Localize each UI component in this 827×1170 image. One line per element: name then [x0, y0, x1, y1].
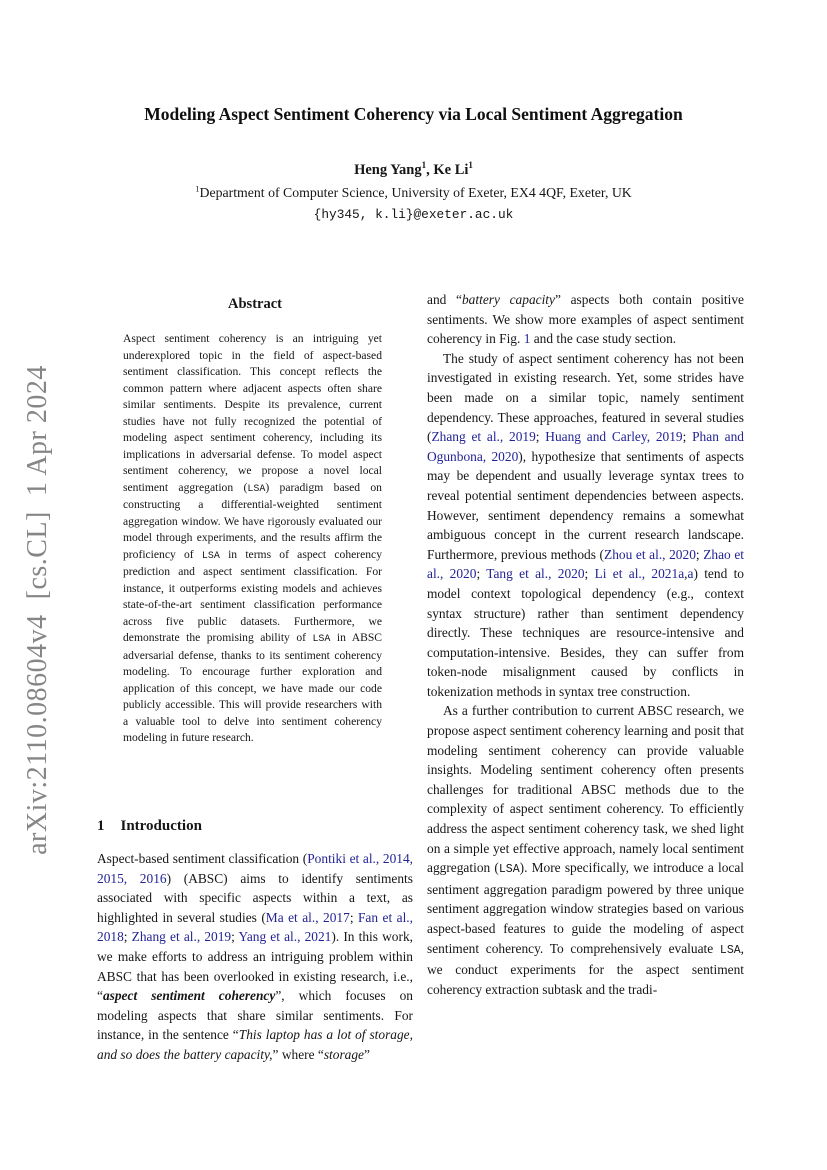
- text-segment: ,: [426, 162, 434, 178]
- body-paragraph: [427, 701, 744, 999]
- body-paragraph: [427, 349, 744, 702]
- section-number: 1: [97, 818, 105, 834]
- abstract-text: [123, 331, 382, 747]
- citation-link[interactable]: Zhang et al., 2019: [431, 429, 536, 445]
- citation-link[interactable]: Pontiki et al., 2014, 2015, 2016: [97, 851, 413, 886]
- text-segment: ). In this work, we make efforts to address an intriguing problem within ABSC that has been overlooked in existing research, i.e., “: [97, 929, 413, 1004]
- text-segment: ,: [684, 566, 688, 582]
- text-segment: storage: [323, 1046, 365, 1062]
- text-segment: Aspect-based sentiment classification (: [97, 851, 308, 866]
- body-paragraph: [427, 290, 744, 349]
- text-segment: This laptop has a lot of storage, and so does the battery capacity,: [97, 1027, 413, 1062]
- citation-link[interactable]: Zhou et al., 2020: [604, 546, 696, 562]
- citation-link[interactable]: Ma et al., 2017: [265, 909, 350, 925]
- text-segment: , we conduct experiments for the aspect sentiment coherency extraction subtask and the tradi-: [427, 940, 744, 997]
- email-line: {hy345, k.li}@exeter.ac.uk: [313, 207, 514, 222]
- citation-link[interactable]: Huang and Carley, 2019: [545, 429, 683, 445]
- figure-ref-link[interactable]: 1: [523, 331, 531, 347]
- text-segment: ) paradigm based on constructing a differential-weighted sentiment aggregation window. We have rigorously evaluated our model through experiments, and the results affirm the proficiency of: [123, 480, 382, 561]
- text-segment: Ke Li: [433, 162, 469, 178]
- text-segment: ;: [682, 429, 693, 445]
- citation-link[interactable]: Fan et al., 2018: [97, 909, 413, 945]
- text-segment: Department of Computer Science, University of Exeter, EX4 4QF, Exeter, UK: [199, 185, 632, 200]
- section-heading-introduction: [97, 818, 202, 835]
- text-segment: The study of aspect sentiment coherency has not been investigated in existing research. Yet, some strides have been made on a similar topic, namely sentiment dependency. These approaches, featured in several studies (: [427, 350, 744, 445]
- text-segment: As a further contribution to current ABSC research, we propose aspect sentiment coherency learning and posit that modeling sentiment coherency can provide valuable insights. Modeling sentiment coherency often presents challenges for traditional ABSC methods due to the complexity of aspect sentiment coherency. To efficiently address the aspect sentiment coherency task, we shed light on a simple yet effective approach, namely local sentiment aggregation (: [427, 703, 744, 876]
- citation-link[interactable]: a: [687, 566, 694, 582]
- citation-link[interactable]: Li et al., 2021a: [594, 566, 685, 582]
- text-segment: ;: [535, 429, 546, 445]
- text-segment: ) tend to model context topological dependency (e.g., context syntax structure) rather than sentiment dependency directly. These techniques are resource-intensive and computation-intensive. Besides, they can suffer from token-node misalignment caused by conflicts in tokenization methods in syntax tree construction.: [427, 566, 744, 699]
- text-segment: LSA: [719, 943, 741, 957]
- text-segment: LSA: [312, 633, 331, 644]
- text-segment: 1: [468, 160, 473, 171]
- text-segment: and the case study section.: [530, 331, 677, 347]
- text-segment: 1: [195, 183, 200, 194]
- text-segment: in ABSC adversarial defense, thanks to its sentiment coherency modeling. To encourage further exploration and application of this concept, we have made our code publicly accessible. This will provide researchers with a valuable tool to delve into sentiment coherency modeling in future research.: [123, 631, 382, 744]
- text-segment: ;: [123, 929, 132, 945]
- text-segment: LSA: [498, 863, 520, 877]
- citation-link[interactable]: Zhang et al., 2019: [131, 929, 232, 945]
- text-segment: ;: [349, 909, 358, 925]
- text-segment: LSA: [247, 482, 266, 494]
- text-segment: ). More specifically, we introduce a local sentiment aggregation paradigm powered by three unique sentiment aggregation window strategies based on various aspect-based features to guide the modeling of aspect sentiment coherency. To comprehensively evaluate: [427, 860, 744, 956]
- text-segment: Heng Yang: [354, 162, 422, 178]
- text-segment: ” aspects both contain positive sentiments. We show more examples of aspect sentiment coherency in Fig.: [427, 292, 744, 347]
- arxiv-identifier-stamp: arXiv:2110.08604v4 [cs.CL] 1 Apr 2024: [22, 365, 53, 855]
- text-segment: ;: [584, 566, 595, 582]
- author-line: [0, 162, 827, 179]
- text-segment: ) (ABSC) aims to identify sentiments associated with specific aspects within a text, as highlighted in several studies (: [97, 870, 413, 925]
- affiliation-line: [0, 185, 827, 201]
- section-title: Introduction: [120, 818, 202, 834]
- text-segment: and “: [427, 292, 462, 307]
- text-segment: 1: [421, 160, 427, 171]
- text-segment: ”: [364, 1046, 370, 1062]
- text-segment: Aspect sentiment coherency is an intriguing yet underexplored topic in the field of aspect-based sentiment classification. This concept reflects the common pattern where adjacent aspects often share similar sentiments. Despite its prevalence, current studies have not fully recognized the potential of modeling aspect sentiment coherency, including its implications in adversarial defense. To model aspect sentiment coherency, we propose a novel local sentiment aggregation (: [123, 332, 382, 494]
- text-segment: ”, which focuses on modeling aspects that share similar sentiments. For instance, in the sentence “: [97, 988, 413, 1043]
- text-segment: LSA: [201, 549, 220, 561]
- citation-link[interactable]: Zhao et al., 2020: [427, 546, 744, 582]
- abstract-heading: Abstract: [228, 296, 282, 312]
- citation-link[interactable]: Tang et al., 2020: [486, 566, 585, 582]
- text-segment: ;: [476, 566, 487, 582]
- citation-link[interactable]: Phan and Ogunbona, 2020: [427, 429, 744, 464]
- text-segment: ” where “: [272, 1046, 324, 1062]
- text-segment: ;: [695, 546, 704, 562]
- text-segment: in terms of aspect coherency prediction and aspect sentiment classification. For instance, it outperforms existing models and achieves state-of-the-art sentiment classification performance across five public datasets. Furthermore, we demonstrate the promising ability of: [123, 547, 383, 644]
- text-segment: battery capacity: [461, 292, 555, 307]
- right-column: [427, 290, 744, 999]
- text-segment: ;: [231, 929, 239, 945]
- text-segment: aspect sentiment coherency: [102, 988, 276, 1004]
- introduction-paragraph: [97, 849, 413, 1065]
- paper-title: Modeling Aspect Sentiment Coherency via Local Sentiment Aggregation: [144, 104, 683, 124]
- citation-link[interactable]: Yang et al., 2021: [238, 929, 332, 945]
- text-segment: ), hypothesize that sentiments of aspects may be dependent and usually leverage syntax trees to reveal potential sentiment dependencies between aspects. However, sentiment dependency remains a somewhat ambiguous concept in the current research landscape. Furthermore, previous methods (: [427, 448, 745, 562]
